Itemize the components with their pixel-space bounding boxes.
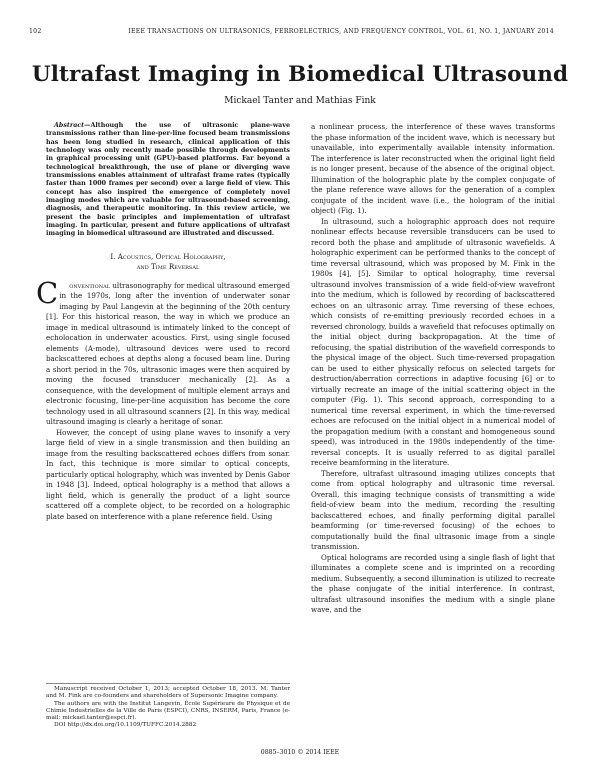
authors: Mickael Tanter and Mathias Fink — [224, 96, 376, 106]
running-header — [29, 28, 554, 40]
footnote-manuscript: Manuscript received October 1, 2013; accepted October 18, 2013. M. Tanter and M. Fink are co-founders and shareholders of Supersonic Imagine company. — [46, 686, 290, 700]
footnote-affiliation: The authors are with the Institut Langevin, École Supérieure de Physique et de Chimie Industrielles de la Ville de Paris (ESPCI), CNRS, INSERM, Paris, France (e-mail: mickael.tanter@espci.fr). — [46, 700, 290, 722]
right-column — [311, 122, 555, 616]
paragraph-4: In ultrasound, such a holographic approach does not require nonlinear effects because reversible transducers can be used to record both the phase and amplitude of ultrasonic wavefields. A holographic experiment can be performed thanks to the concept of time reversal ultrasound, which was proposed by M. Fink in the 1980s [4], [5]. Similar to optical holography, time reversal ultrasound involves transmission of a wide field-of-view wavefront into the medium, which is followed by recording of backscattered echoes on an ultrasonic array. Time reversing of these echoes, which consists of re-emitting previously recorded echoes in a reversed chronology, builds a wavefield that refocuses optimally on the initial object during backpropagation. At the time of refocusing, the spatial distribution of the wavefield corresponds to the physical image of the object. Such time-reversed propagation can be used to either physically refocus on selected targets for destruction/aberration corrections in adaptive focusing [6] or to virtually recreate an image of the initial scattering object in the computer (Fig. 1). This second approach, corresponding to a numerical time reversal experiment, in which the time-reversed echoes are refocused on the initial object in a numerical model of the propagation medium (with a constant and homogeneous sound speed), was introduced in the 1980s independently of the time-reversal concepts. It is usually referred to as digital parallel receive beamforming in the literature. — [311, 216, 555, 467]
paragraph-1-text: ultrasonography for medical ultrasound emerged in the 1970s, long after the invention of underwater sonar imaging by Paul Langevin at the beginning of the 20th century [1]. For this historical reason, the way in which we produce an image in medical ultrasound is intimately linked to the concept of echolocation in underwater acoustics. First, using single focused elements (A-mode), ultrasound devices were used to record backscattered echoes at depths along a focused beam line. During a short period in the 70s, ultrasonic images were then acquired by moving the focused transducer mechanically [2]. As a consequence, with the development of multiple element arrays and electronic focusing, line-per-line acquisition has become the core technology used in all ultrasound scanners [2]. In this way, medical ultrasound imaging is clearly a heritage of sonar. — [46, 280, 290, 427]
paragraph-6: Optical holograms are recorded using a single flash of light that illuminates a complete scene and is imprinted on a recording medium. Subsequently, a second illumination is utilized to recreate the phase conjugate of the initial interference. In contrast, ultrafast ultrasound insonifies the medium with a single plane wave, and the — [311, 552, 555, 614]
journal-name: IEEE TRANSACTIONS ON ULTRASONICS, FERROELECTRICS, AND FREQUENCY CONTROL, VOL. 61, NO. 1, JANUARY 2014 — [128, 28, 554, 35]
page-number: 102 — [29, 28, 42, 35]
footnote-doi: DOI http://dx.doi.org/10.1109/TUFFC.2014.2882 — [54, 722, 197, 729]
section-heading-line2: and Time Reversal — [136, 261, 200, 271]
paragraph-3: a nonlinear process, the interference of these waves transforms the phase information of the incident wave, which is necessary but unavailable, into experimentally available intensity information. The interference is later reconstructed when the original light field is no longer present, because of the absence of the original object. Illumination of the holographic plate by the complex conjugate of the plane reference wave allows for the generation of a complex conjugate of the incident wave (i.e., the hologram of the initial object) (Fig. 1). — [311, 122, 555, 215]
copyright-notice: 0885–3010 © 2014 IEEE — [260, 749, 340, 756]
abstract-label: Abstract — [54, 122, 85, 129]
section-heading — [46, 252, 290, 272]
paragraph-2: However, the concept of using plane waves to insonify a very large field of view in a single transmission and then building an image from the resulting backscattered echoes differs from sonar. In fact, this technique is more similar to optical concepts, particularly optical holography, which was invented by Denis Gabor in 1948 [3]. Indeed, optical holography is a method that allows a light field, which is generally the product of a light source scattered off a complete object, to be recorded on a holographic plate based on interference with a plane reference field. Using — [46, 427, 291, 521]
paragraph-1-lead: onventional — [69, 280, 111, 290]
left-column — [36, 122, 291, 522]
section-heading-line1: I. Acoustics, Optical Holography, — [110, 251, 226, 261]
paper-title: Ultrafast Imaging in Biomedical Ultrasound — [31, 62, 569, 87]
drop-cap: C — [36, 275, 59, 310]
paragraph-1 — [36, 275, 290, 428]
abstract — [46, 122, 290, 239]
footnote — [46, 683, 290, 730]
paragraph-5: Therefore, ultrafast ultrasound imaging utilizes concepts that come from optical holography and ultrasonic time reversal. Overall, this imaging technique consists of transmitting a wide field-of-view beam into the medium, recording the resulting backscattered echoes, and finally performing digital parallel beamforming (or time-reversed focusing) of the echoes to computationally build the final ultrasonic image from a single transmission. — [311, 468, 555, 551]
abstract-text: —Although the use of ultrasonic plane-wave transmissions rather than line-per-line focused beam transmissions has been long studied in research, clinical application of this technology was only recently made possible through developments in graphical processing unit (GPU)-based platforms. Far beyond a technological breakthrough, the use of plane or diverging wave transmissions enables attainment of ultrafast frame rates (typically faster than 1000 frames per second) over a large field of view. This concept has also inspired the emergence of completely novel imaging modes which are valuable for ultrasound-based screening, diagnosis, and therapeutic monitoring. In this review article, we present the basic principles and implementation of ultrafast imaging. In particular, present and future applications of ultrafast imaging in biomedical ultrasound are illustrated and discussed. — [46, 122, 290, 238]
